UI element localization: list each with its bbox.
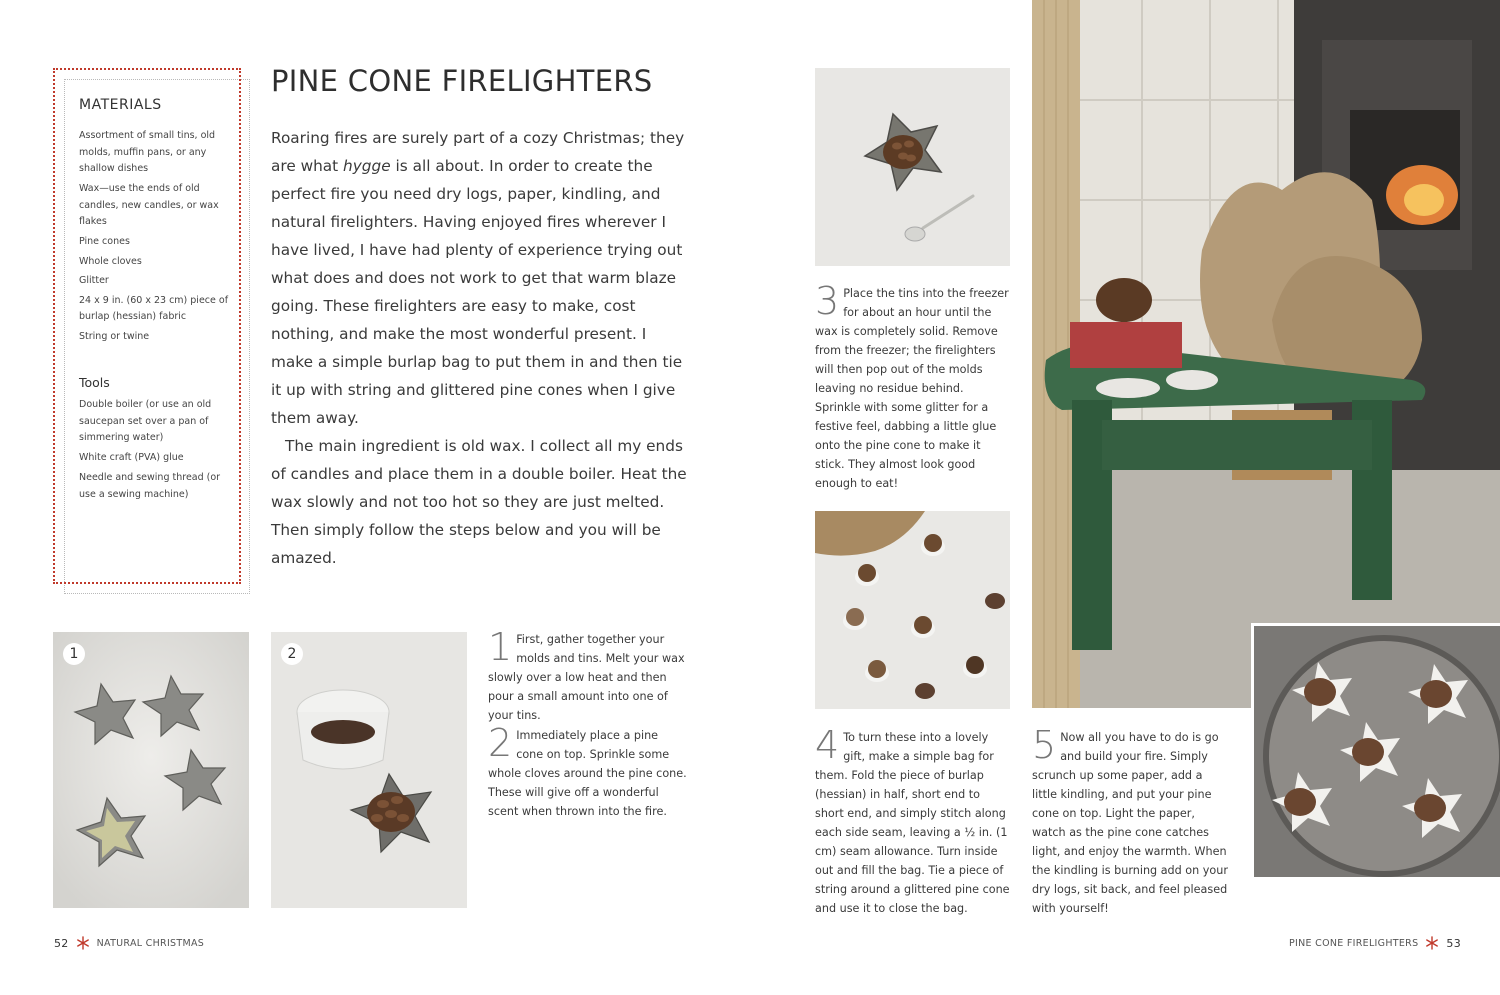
running-head: NATURAL CHRISTMAS bbox=[96, 937, 205, 949]
step-4 bbox=[815, 723, 1011, 918]
step-1 bbox=[488, 625, 688, 725]
photo-scattered-cones bbox=[815, 511, 1010, 709]
intro-paragraph-2: The main ingredient is old wax. I collect all my ends of candles and place them in a double boiler. Heat the wax slowly and not too hot so they are just melted. Then simply follow the steps below and you will be amazed. bbox=[271, 437, 687, 567]
intro-text bbox=[271, 124, 687, 572]
step-number: 4 bbox=[815, 723, 840, 767]
snowflake-icon bbox=[76, 936, 90, 950]
photo-star-cone-spoon bbox=[815, 68, 1010, 266]
snowflake-icon bbox=[1425, 936, 1439, 950]
list-item: 24 x 9 in. (60 x 23 cm) piece of burlap (hessian) fabric bbox=[79, 294, 229, 322]
photo-number-badge: 1 bbox=[63, 643, 85, 665]
materials-title: MATERIALS bbox=[79, 97, 162, 113]
step-number: 1 bbox=[488, 625, 513, 669]
step-text: First, gather together your molds and tins. Melt your wax slowly over a low heat and then pour a small amount into one of your tins. bbox=[488, 633, 685, 722]
list-item: String or twine bbox=[79, 331, 150, 342]
tools-title: Tools bbox=[79, 375, 110, 390]
step-5 bbox=[1032, 723, 1228, 918]
step-number: 3 bbox=[815, 279, 840, 323]
step-text: To turn these into a lovely gift, make a simple bag for them. Fold the piece of burlap (hessian) in half, short end to short end, and simply stitch along each side seam, leaving a ½ in. (1 cm) seam allowance. Turn inside out and fill the bag. Tie a piece of string around a glittered pine cone and use it to close the bag. bbox=[815, 731, 1010, 915]
step-text: Place the tins into the freezer for about an hour until the wax is completely solid. Remove from the freezer; the firelighters will then pop out of the molds leaving no residue behind. Sprinkle with some glitter for a festive feel, dabbing a little glue onto the pine cone to make it stick. They almost look good enough to eat! bbox=[815, 287, 1009, 490]
list-item: Double boiler (or use an old saucepan set over a pan of simmering water) bbox=[79, 399, 212, 443]
page-number: 52 bbox=[54, 936, 69, 950]
intro-paragraph-1: Roaring fires are surely part of a cozy Christmas; they are what hygge is all about. In order to create the perfect fire you need dry logs, paper, kindling, and natural firelighters. Having enjoyed fires wherever I have lived, I have had plenty of experience trying out what does and does not work to get that warm blaze going. These firelighters are easy to make, cost nothing, and make the most wonderful present. I make a simple burlap bag to put them in and then tie it up with string and glittered pine cones when I give them away. bbox=[271, 129, 685, 427]
step-number: 2 bbox=[488, 721, 513, 765]
step-number: 5 bbox=[1032, 723, 1057, 767]
photo-number-badge: 2 bbox=[281, 643, 303, 665]
list-item: Needle and sewing thread (or use a sewing machine) bbox=[79, 472, 221, 500]
list-item: Wax—use the ends of old candles, new candles, or wax flakes bbox=[79, 183, 219, 227]
page-number: 53 bbox=[1446, 936, 1462, 950]
list-item: Assortment of small tins, old molds, muffin pans, or any shallow dishes bbox=[79, 130, 216, 174]
photo-tart-tin-stars bbox=[1251, 623, 1500, 877]
footer-right bbox=[1289, 936, 1461, 950]
photo-star-tins bbox=[53, 632, 249, 908]
step-text: Now all you have to do is go and build your fire. Simply scrunch up some paper, add a little kindling, and put your pine cone on top. Light the paper, watch as the pine cone catches light, and enjoy the warmth. When the kindling is burning add on your dry logs, sit back, and feel pleased with yourself! bbox=[1032, 731, 1228, 915]
list-item: Pine cones bbox=[79, 236, 130, 247]
list-item: White craft (PVA) glue bbox=[79, 452, 184, 463]
tools-list bbox=[79, 397, 229, 507]
list-item: Glitter bbox=[79, 275, 109, 286]
materials-list bbox=[79, 128, 229, 349]
list-item: Whole cloves bbox=[79, 255, 142, 267]
page-title: PINE CONE FIRELIGHTERS bbox=[271, 64, 653, 98]
step-2 bbox=[488, 721, 688, 821]
footer-left bbox=[54, 936, 204, 950]
photo-burlap-gift-scene bbox=[1032, 0, 1500, 708]
photo-cloves-and-cone bbox=[271, 632, 467, 908]
step-3 bbox=[815, 279, 1011, 493]
running-head: PINE CONE FIRELIGHTERS bbox=[1289, 937, 1419, 949]
step-text: Immediately place a pine cone on top. Sprinkle some whole cloves around the pine cone. These will give off a wonderful scent when thrown into the fire. bbox=[488, 729, 687, 818]
